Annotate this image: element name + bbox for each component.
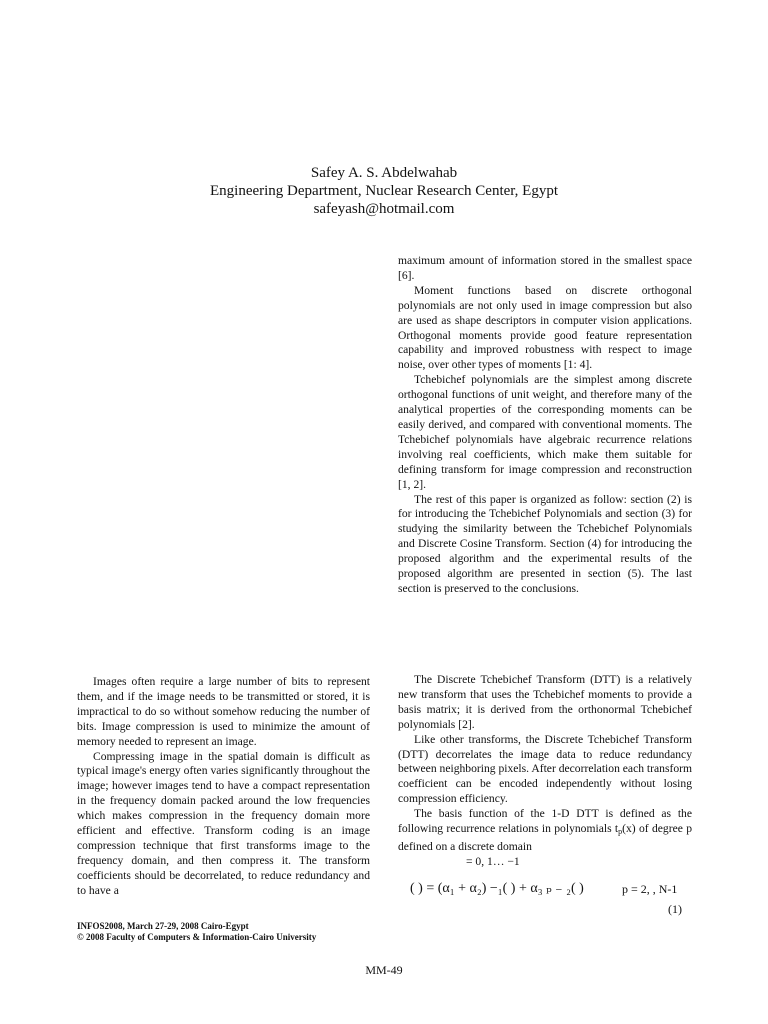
subscript: p <box>618 827 623 837</box>
paragraph: Moment functions based on discrete orthogonal polynomials are not only used in image compression but also are used as shape descriptors in computer vision applications. Orthogonal moments provide good feature representation capability and improved robustness with respect to image noise, over other types of moments [1: 4]. <box>398 283 692 372</box>
left-column-bottom <box>77 675 370 899</box>
paragraph: Compressing image in the spatial domain is difficult as typical image's energy often varies significantly throughout the image; however images tend to have a compact representation in the frequency domain packed around the low frequencies which makes compression in the frequency domain more efficient and effective. Transform coding is an image compression technique that first transforms image to the frequency domain, and then compress it. The transform coefficients should be decorrelated, to reduce redundancy and to have a <box>77 749 370 897</box>
footer-block <box>77 921 377 943</box>
author-affiliation: Engineering Department, Nuclear Research Center, Egypt <box>209 183 558 199</box>
domain-definition: = 0, 1… −1 <box>466 854 520 868</box>
paragraph: maximum amount of information stored in the smallest space [6]. <box>398 254 692 282</box>
author-name: Safey A. S. Abdelwahab <box>310 165 458 181</box>
paragraph: Images often require a large number of bits to represent them, and if the image needs to be transmitted or stored, it is impractical to do so without somehow reducing the number of bits. Image compression is used to minimize the amount of memory needed to represent an image. <box>77 675 370 748</box>
right-column-bottom <box>398 673 692 870</box>
equation-range: p = 2, , N-1 <box>622 882 678 896</box>
paragraph-text: (x) of degree p defined on a discrete domain <box>398 822 693 853</box>
author-email: safeyash@hotmail.com <box>313 201 455 217</box>
paragraph: Like other transforms, the Discrete Tchebichef Transform (DTT) decorrelates the image data to reduce redundancy between neighboring pixels. After decorrelation each transform coefficient can be encoded independently without losing compression efficiency. <box>398 732 692 806</box>
paragraph: The Discrete Tchebichef Transform (DTT) is a relatively new transform that uses the Tchebichef moments to provide a basis matrix; it is derived from the orthonormal Tchebichef polynomials [2]. <box>398 673 692 731</box>
footer-copyright: © 2008 Faculty of Computers & Information-Cairo University <box>77 932 317 942</box>
page-number: MM-49 <box>365 963 403 977</box>
paragraph <box>398 807 692 855</box>
equation-1 <box>410 880 692 920</box>
paragraph: Tchebichef polynomials are the simplest among discrete orthogonal functions of unit weight, and therefore many of the analytical properties of the corresponding moments can be easily derived, and compared with conventional moments. The Tchebichef polynomials have algebraic recurrence relations involving real coefficients, which make them suitable for defining transform for image compression and reconstruction [1, 2]. <box>398 373 692 491</box>
equation-number: (1) <box>668 902 682 916</box>
right-column-top <box>398 254 692 597</box>
paragraph-text: The basis function of the 1-D DTT is defined as the following recurrence relations in polynomials t <box>398 807 692 836</box>
author-block <box>0 164 768 218</box>
paragraph: The rest of this paper is organized as follow: section (2) is for introducing the Tchebichef Polynomials and section (3) for studying the similarity between the Tchebichef Polynomials and Discrete Cosine Transform. Section (4) for introducing the proposed algorithm and the experimental results of the proposed algorithm are presented in section (5). The last section is preserved to the conclusions. <box>398 492 692 595</box>
equation-expression: ( ) = (α₁ + α₂) −₁( ) + α₃ ₚ ₋ ₂( ) <box>410 881 584 896</box>
footer-conference: INFOS2008, March 27-29, 2008 Cairo-Egypt <box>77 921 249 931</box>
